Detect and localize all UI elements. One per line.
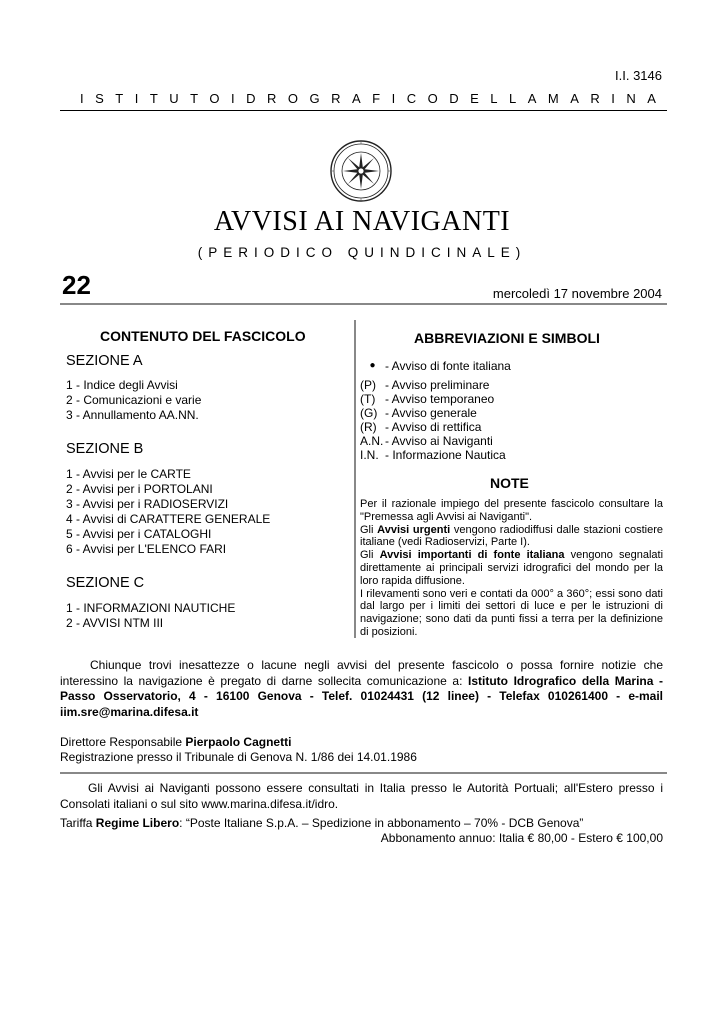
contact-address: Istituto Idrografico della Marina - Passo Osservatorio, 4 - 16100 Genova - Telef. 01024431 (12 linee) - Telefax 010261400 - e-mail iim.sre@marina.difesa.it <box>60 673 663 719</box>
abbreviation-item: (T) - Avviso temporaneo <box>360 392 495 406</box>
section-a-title: SEZIONE A <box>66 353 143 369</box>
abbreviations-heading: ABBREVIAZIONI E SIMBOLI <box>414 330 600 346</box>
section-b-item: 5 - Avvisi per i CATALOGHI <box>66 527 212 541</box>
director-line: Direttore Responsabile Pierpaolo Cagnetti <box>60 735 292 749</box>
section-b-item: 6 - Avvisi per L'ELENCO FARI <box>66 542 227 556</box>
abbreviation-item: (G) - Avviso generale <box>360 406 477 420</box>
abbreviation-item: ● - Avviso di fonte italiana <box>360 359 660 373</box>
issue-number: 22 <box>62 270 91 300</box>
section-a-item: 1 - Indice degli Avvisi <box>66 378 178 392</box>
column-separator <box>354 320 356 638</box>
abbreviation-item: A.N. - Avviso ai Naviganti <box>360 434 493 448</box>
abbreviation-item: (R) - Avviso di rettifica <box>360 420 482 434</box>
institute-seal-logo <box>329 139 393 203</box>
section-b-item: 1 - Avvisi per le CARTE <box>66 467 191 481</box>
abbreviation-item: (P) - Avviso preliminare <box>360 378 490 392</box>
issue-date: mercoledì 17 novembre 2004 <box>492 286 662 301</box>
header-rule <box>60 110 667 111</box>
institute-word: DELLA <box>449 91 548 106</box>
section-b-item: 3 - Avvisi per i RADIOSERVIZI <box>66 497 229 511</box>
abbreviation-item: I.N. - Informazione Nautica <box>360 448 506 462</box>
note-paragraph: Gli Avvisi importanti di fonte italiana vengono segnalati direttamente ai principali servizi idrografici del mondo per la loro rapida diffusione. <box>360 549 664 587</box>
abbreviation-list <box>360 359 660 462</box>
note-heading: NOTE <box>490 475 529 491</box>
footer-divider <box>60 772 667 774</box>
section-c-item: 1 - INFORMAZIONI NAUTICHE <box>66 601 236 615</box>
tariff-line: Tariffa Regime Libero: “Poste Italiane S.p.A. – Spedizione in abbonamento – 70% - DCB Genova” <box>60 816 584 830</box>
section-c-title: SEZIONE C <box>66 575 145 591</box>
section-a-item: 2 - Comunicazioni e varie <box>66 393 202 407</box>
contents-heading: CONTENUTO DEL FASCICOLO <box>100 328 306 344</box>
section-b-item: 2 - Avvisi per i PORTOLANI <box>66 482 213 496</box>
section-a-item: 3 - Annullamento AA.NN. <box>66 408 199 422</box>
publication-title: AVVISI AI NAVIGANTI <box>213 206 511 237</box>
subscription-line: Abbonamento annuo: Italia € 80,00 - Estero € 100,00 <box>380 831 663 845</box>
note-paragraph: I rilevamenti sono veri e contati da 000° a 360°; essi sono dati dal largo per i limiti dei settori di luce e per le istruzioni di navigazione; sono dati da punti fissi a terra per la definizione di posizioni. <box>360 587 663 638</box>
note-paragraph: Gli Avvisi urgenti vengono radiodiffusi dalle stazioni costiere italiane (vedi Radioservizi, Parte I). <box>360 523 664 549</box>
title-divider <box>60 303 667 305</box>
institute-name <box>80 91 668 106</box>
contact-paragraph: Chiunque trovi inesattezze o lacune negli avvisi del presente fascicolo o possa fornire notizie che interessino la navigazione è pregato di darne sollecita comunicazione a: Istituto Idrografico della Marina - Passo Osservatorio, 4 - 16100 Genova - Telef. 01024431 (12 linee) - Telefax 010261400 - e-mail iim.sre@marina.difesa.it <box>60 658 663 719</box>
registration-line: Registrazione presso il Tribunale di Genova N. 1/86 dei 14.01.1986 <box>60 750 417 764</box>
section-b-item: 4 - Avvisi di CARATTERE GENERALE <box>66 512 271 526</box>
section-c-item: 2 - AVVISI NTM III <box>66 616 164 630</box>
section-b-title: SEZIONE B <box>66 441 144 457</box>
document-code: I.I. 3146 <box>615 68 662 83</box>
consult-paragraph: Gli Avvisi ai Naviganti possono essere consultati in Italia presso le Autorità Portuali; all'Estero presso i Consolati italiani o sul sito www.marina.difesa.it/idro. <box>60 781 663 811</box>
institute-word: MARINA <box>547 91 668 106</box>
italian-source-bullet-icon: ● <box>369 360 376 371</box>
note-body <box>360 498 663 639</box>
institute-word: IDROGRAFICO <box>230 91 450 106</box>
institute-word: ISTITUTO <box>80 91 231 106</box>
publication-subtitle: (PERIODICO QUINDICINALE) <box>197 245 527 260</box>
note-paragraph: Per il razionale impiego del presente fascicolo consultare la "Premessa agli Avvisi ai Naviganti". <box>360 498 663 523</box>
director-name: Pierpaolo Cagnetti <box>185 735 292 749</box>
